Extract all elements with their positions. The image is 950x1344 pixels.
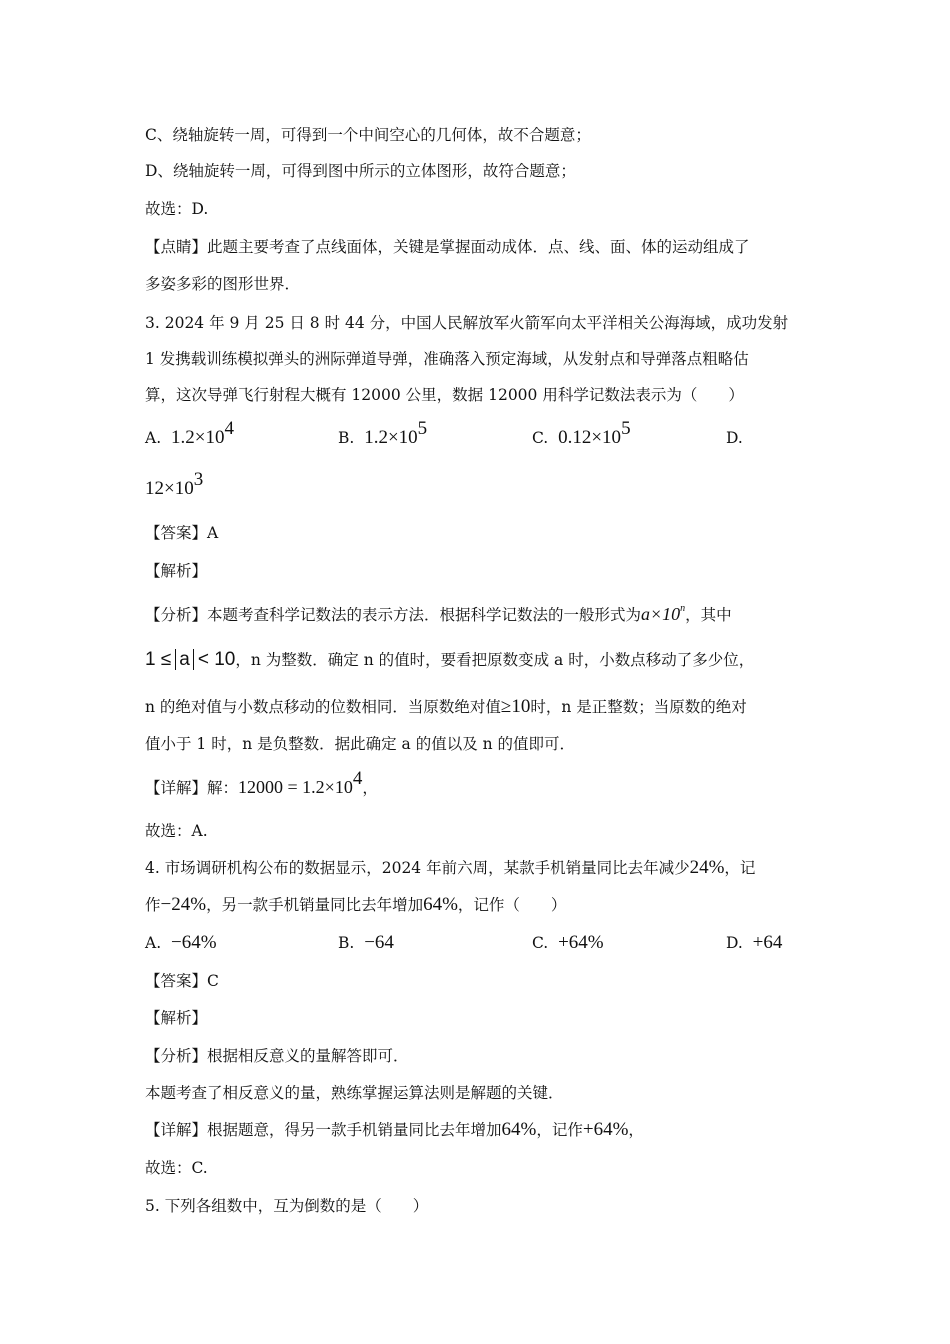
analysis-line: n 的绝对值与小数点移动的位数相同．当原数绝对值≥10时，n 是正整数；当原数的绝对 [145,696,747,717]
q4-option-d: D. +64 [726,932,783,953]
q3-option-b: B. $1.2\times 10^5$ [338,418,428,448]
q4-option-a: A. −64% [145,932,217,953]
detail-line: 【详解】解：$12000 = 1.2\times 10^4$， [145,768,378,797]
analysis-line: 1 ≤ a < 10，n 为整数．确定 n 的值时，要看把原数变成 a 时，小数点移动了多少位， [145,649,755,670]
analysis-line: 本题考查了相反意义的量，熟练掌握运算法则是解题的关键． [145,1084,564,1102]
question-3-stem: 算，这次导弹飞行射程大概有 12000 公里，数据 12000 用科学记数法表示为（ ） [145,386,744,404]
analysis-line: 【分析】本题考查科学记数法的表示方法．根据科学记数法的一般形式为$a\times 10^n$，其中 [145,603,732,624]
question-5-stem: 5. 下列各组数中，互为倒数的是（ ） [145,1197,429,1215]
text-line: D、绕轴旋转一周，可得到图中所示的立体图形，故符合题意； [145,162,576,180]
analysis-line: 值小于 1 时，n 是负整数．据此确定 a 的值以及 n 的值即可． [145,735,576,753]
q3-option-a: A. $1.2\times 10^4$ [145,418,234,448]
question-4-stem: 作−24%，另一款手机销量同比去年增加64%，记作（ ） [145,894,567,915]
q3-option-c: C. $0.12\times 10^5$ [532,418,631,448]
answer: 【答案】C [145,972,219,990]
text-line: 故选：D. [145,200,209,218]
question-3-stem: 1 发携载训练模拟弹头的洲际弹道导弹，准确落入预定海域，从发射点和导弹落点粗略估 [145,350,749,368]
choice-line: 故选：A. [145,822,208,840]
q4-option-c: C. +64% [532,932,604,953]
q4-option-b: B. −64 [338,932,394,953]
detail-line: 【详解】根据题意，得另一款手机销量同比去年增加64%，记作+64%， [145,1119,644,1140]
text-line: 多姿多彩的图形世界． [145,275,301,293]
q3-option-d-label: D. [726,429,743,447]
text-line: 【点睛】此题主要考查了点线面体，关键是掌握面动成体．点、线、面、体的运动组成了 [145,238,750,256]
question-3-stem: 3. 2024 年 9 月 25 日 8 时 44 分，中国人民解放军火箭军向太平洋相关公海海域，成功发射 [145,314,789,332]
analysis-title: 【解析】 [145,1009,208,1027]
analysis-line: 【分析】根据相反意义的量解答即可． [145,1047,409,1065]
question-4-stem: 4. 市场调研机构公布的数据显示，2024 年前六周，某款手机销量同比去年减少24%，记 [145,857,756,878]
q3-option-d-value: $12\times 10^3$ [145,469,204,499]
analysis-title: 【解析】 [145,562,208,580]
choice-line: 故选：C. [145,1159,208,1177]
text-line: C、绕轴旋转一周，可得到一个中间空心的几何体，故不合题意； [145,126,591,144]
answer: 【答案】A [145,524,219,542]
